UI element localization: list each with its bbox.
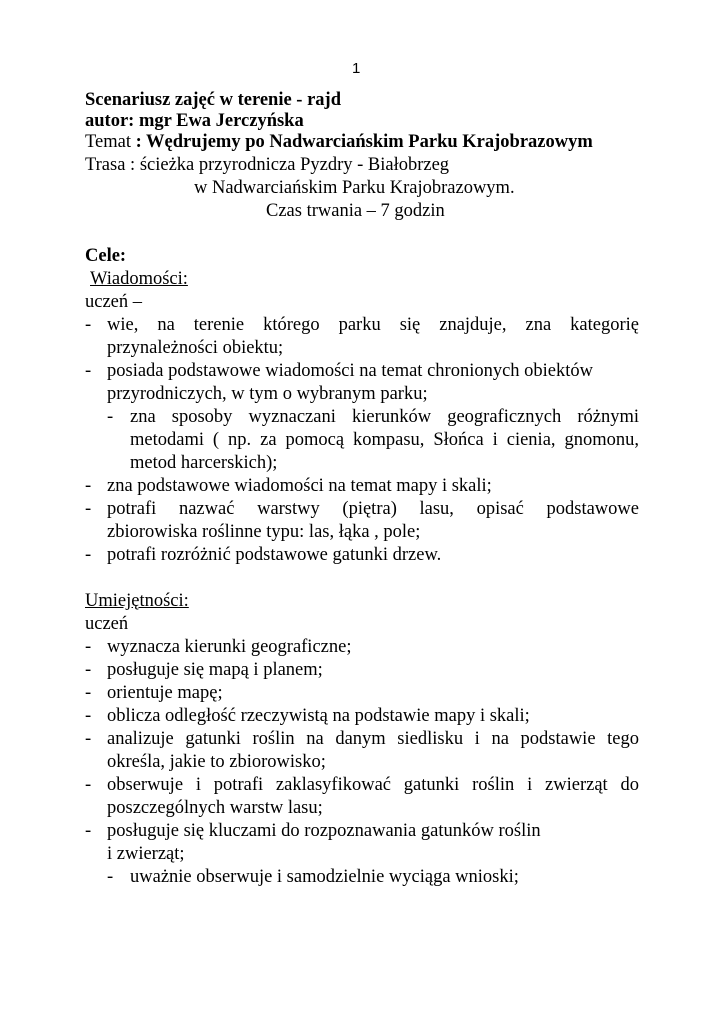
list-item: przynależności obiektu; [107,338,284,358]
topic-title: : Wędrujemy po Nadwarciańskim Parku Krajobrazowym [135,132,593,152]
list-dash: - [85,476,92,496]
list-dash: - [107,867,114,887]
list-dash: - [85,775,92,795]
duration-line: Czas trwania – 7 godzin [266,201,445,221]
list-item: i zwierząt; [107,844,185,864]
list-dash: - [85,660,92,680]
list-item: potrafi rozróżnić podstawowe gatunki drzew. [107,545,442,565]
knowledge-intro: uczeń – [85,292,143,312]
list-item: posługuje się kluczami do rozpoznawania gatunków roślin [107,821,541,841]
list-dash: - [85,499,92,519]
list-item: metodami ( np. za pomocą kompasu, Słońca i cienia, gnomonu, [130,430,639,450]
list-item: obserwuje i potrafi zaklasyfikować gatunki roślin i zwierząt do [107,775,639,795]
route-line-1: Trasa : ścieżka przyrodnicza Pyzdry - Białobrzeg [85,155,450,175]
list-item: poszczególnych warstw lasu; [107,798,323,818]
list-item: posiada podstawowe wiadomości na temat chronionych obiektów [107,361,594,381]
list-item: przyrodniczych, w tym o wybranym parku; [107,384,428,404]
page-number: 1 [352,60,361,77]
list-dash: - [85,545,92,565]
list-item: uważnie obserwuje i samodzielnie wyciąga wnioski; [130,867,519,887]
list-dash: - [85,706,92,726]
list-dash: - [85,361,92,381]
knowledge-heading: Wiadomości: [90,269,188,289]
list-item: wie, na terenie którego parku się znajduje, zna kategorię [107,315,639,335]
skills-intro: uczeń [85,614,129,634]
topic-prefix: Temat [85,132,136,152]
list-item: zna sposoby wyznaczani kierunków geograficznych różnymi [130,407,639,427]
document-title: Scenariusz zajęć w terenie - rajd [85,90,342,110]
list-item: metod harcerskich); [130,453,278,473]
topic-line [85,131,593,154]
list-dash: - [85,729,92,749]
list-item: analizuje gatunki roślin na danym siedlisku i na podstawie tego [107,729,639,749]
list-item: potrafi nazwać warstwy (piętra) lasu, opisać podstawowe [107,499,639,519]
list-dash: - [85,683,92,703]
author-line: autor: mgr Ewa Jerczyńska [85,111,304,131]
list-item: posługuje się mapą i planem; [107,660,323,680]
list-item: zna podstawowe wiadomości na temat mapy i skali; [107,476,492,496]
list-item: określa, jakie to zbiorowisko; [107,752,326,772]
skills-heading: Umiejętności: [85,591,189,611]
list-dash: - [107,407,114,427]
list-dash: - [85,637,92,657]
goals-heading: Cele: [85,246,127,266]
list-item: orientuje mapę; [107,683,223,703]
list-item: wyznacza kierunki geograficzne; [107,637,352,657]
list-dash: - [85,821,92,841]
list-item: zbiorowiska roślinne typu: las, łąka , pole; [107,522,421,542]
list-dash: - [85,315,92,335]
list-item: oblicza odległość rzeczywistą na podstawie mapy i skali; [107,706,530,726]
route-line-2: w Nadwarciańskim Parku Krajobrazowym. [194,178,515,198]
